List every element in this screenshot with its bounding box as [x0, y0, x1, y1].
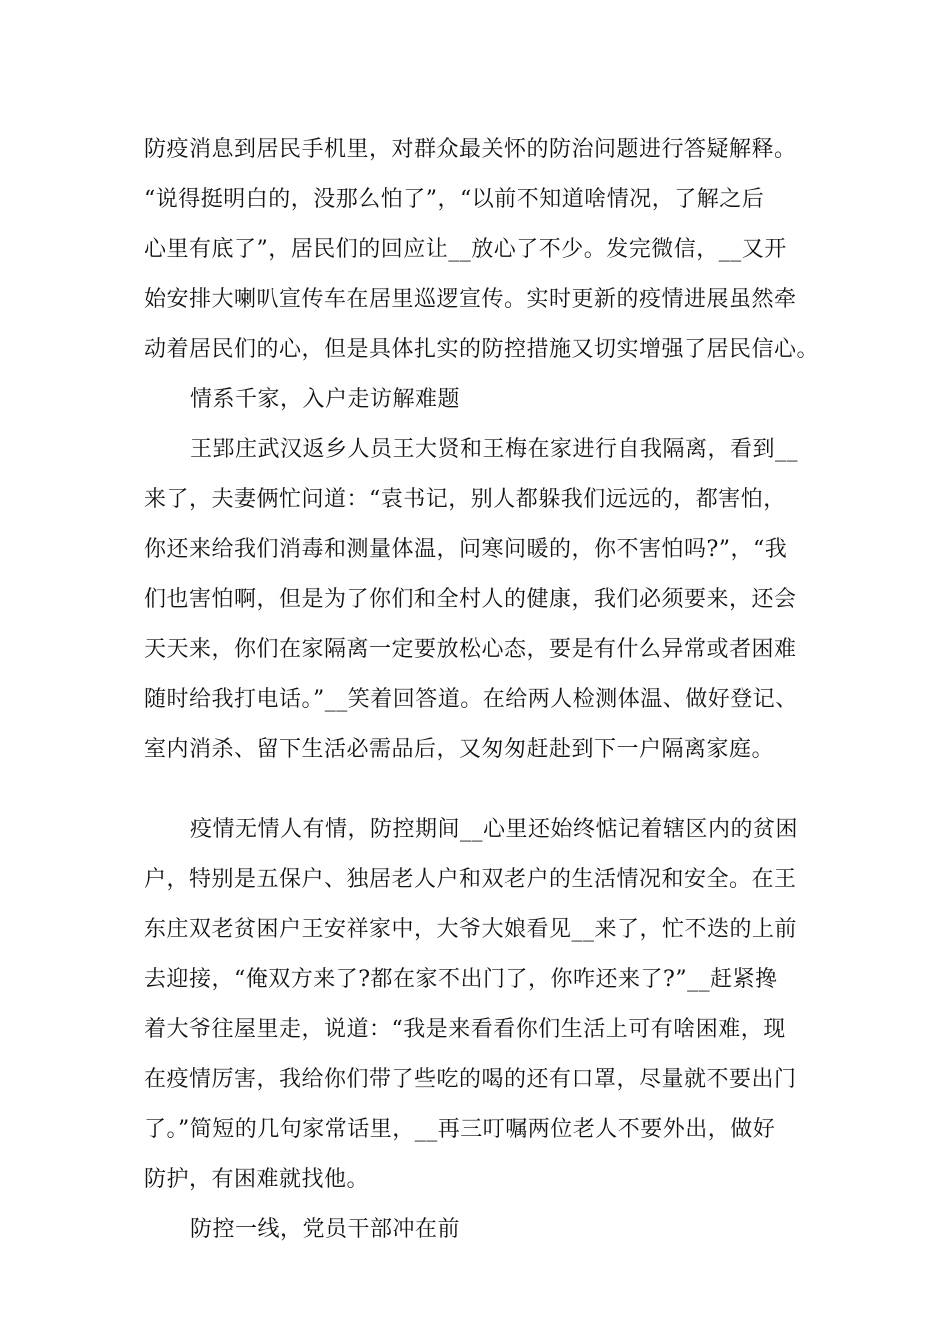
- text-line: 了。”简短的几句家常话里，__再三叮嘱两位老人不要外出，做好: [144, 1117, 776, 1142]
- text-line: 东庄双老贫困户王安祥家中，大爷大娘看见__来了，忙不迭的上前: [144, 917, 798, 942]
- text-line: 着大爷往屋里走，说道：“我是来看看你们生活上可有啥困难，现: [144, 1017, 786, 1042]
- text-line: 始安排大喇叭宣传车在居里巡逻宣传。实时更新的疫情进展虽然牵: [144, 287, 797, 312]
- section-heading: 防控一线，党员干部冲在前: [190, 1217, 461, 1242]
- text-line: 防护，有困难就找他。: [144, 1167, 370, 1192]
- section-heading: 情系千家，入户走访解难题: [190, 387, 461, 412]
- text-line: 你还来给我们消毒和测量体温，问寒问暖的，你不害怕吗?”，“我: [144, 537, 788, 562]
- text-line: 防疫消息到居民手机里，对群众最关怀的防治问题进行答疑解释。: [144, 137, 797, 162]
- text-line: “说得挺明白的，没那么怕了”，“以前不知道啥情况，了解之后: [144, 187, 765, 212]
- text-line: 动着居民们的心，但是具体扎实的防控措施又切实增强了居民信心。: [144, 337, 820, 362]
- text-line: 王郢庄武汉返乡人员王大贤和王梅在家进行自我隔离，看到__: [190, 437, 799, 462]
- text-line: 疫情无情人有情，防控期间__心里还始终惦记着辖区内的贫困: [190, 817, 799, 842]
- text-line: 随时给我打电话。”__笑着回答道。在给两人检测体温、做好登记、: [144, 687, 798, 712]
- text-line: 们也害怕啊，但是为了你们和全村人的健康，我们必须要来，还会: [144, 587, 797, 612]
- text-line: 天天来，你们在家隔离一定要放松心态，要是有什么异常或者困难: [144, 637, 797, 662]
- text-line: 室内消杀、留下生活必需品后，又匆匆赶赴到下一户隔离家庭。: [144, 737, 775, 762]
- text-line: 户，特别是五保户、独居老人户和双老户的生活情况和安全。在王: [144, 867, 797, 892]
- text-line: 在疫情厉害，我给你们带了些吃的喝的还有口罩，尽量就不要出门: [144, 1067, 797, 1092]
- text-line: 去迎接，“俺双方来了?都在家不出门了，你咋还来了?”__赶紧搀: [144, 967, 778, 992]
- text-line: 心里有底了”，居民们的回应让__放心了不少。发完微信，__又开: [144, 237, 787, 262]
- text-line: 来了，夫妻俩忙问道：“袁书记，别人都躲我们远远的，都害怕，: [144, 487, 786, 512]
